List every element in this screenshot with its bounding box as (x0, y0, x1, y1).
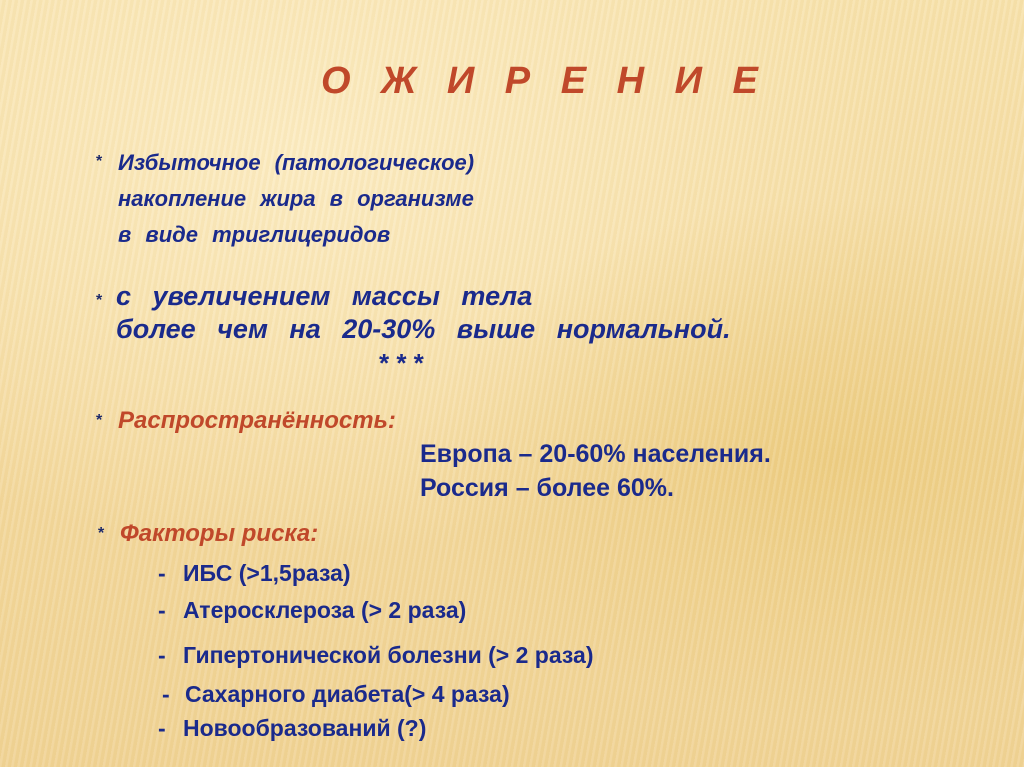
prevalence-label: Распространённость: (118, 407, 396, 434)
bullet-icon: * (96, 412, 103, 429)
risk-item-ibs: ИБС (>1,5раза) (183, 560, 351, 586)
mass-line-1: с увеличением массы тела (116, 281, 533, 311)
definition-line-3: в виде триглицеридов (118, 222, 391, 247)
definition-line-1: Избыточное (патологическое) (118, 150, 475, 175)
risk-item-diabetes: Сахарного диабета(> 4 раза) (185, 681, 510, 707)
prevalence-europe: Европа – 20-60% населения. (420, 440, 771, 468)
risk-item-neoplasms: Новообразований (?) (183, 715, 427, 741)
bullet-icon: * (96, 292, 103, 309)
bullet-icon: * (98, 525, 105, 542)
prevalence-russia: Россия – более 60%. (420, 474, 674, 502)
risk-item-atherosclerosis: Атеросклероза (> 2 раза) (183, 597, 467, 623)
risk-label: Факторы риска: (120, 520, 319, 547)
risk-item-hypertension: Гипертонической болезни (> 2 раза) (183, 642, 594, 668)
bullet-icon: * (96, 153, 103, 170)
dash-icon: - (158, 715, 166, 741)
dash-icon: - (158, 642, 166, 668)
dash-icon: - (158, 560, 166, 586)
mass-line-2: более чем на 20-30% выше нормальной. (116, 314, 731, 344)
dash-icon: - (162, 681, 170, 707)
slide-title: О Ж И Р Е Н И Е (321, 60, 768, 102)
definition-line-2: накопление жира в организме (118, 186, 474, 211)
dash-icon: - (158, 597, 166, 623)
separator-stars: * * * (378, 348, 423, 378)
